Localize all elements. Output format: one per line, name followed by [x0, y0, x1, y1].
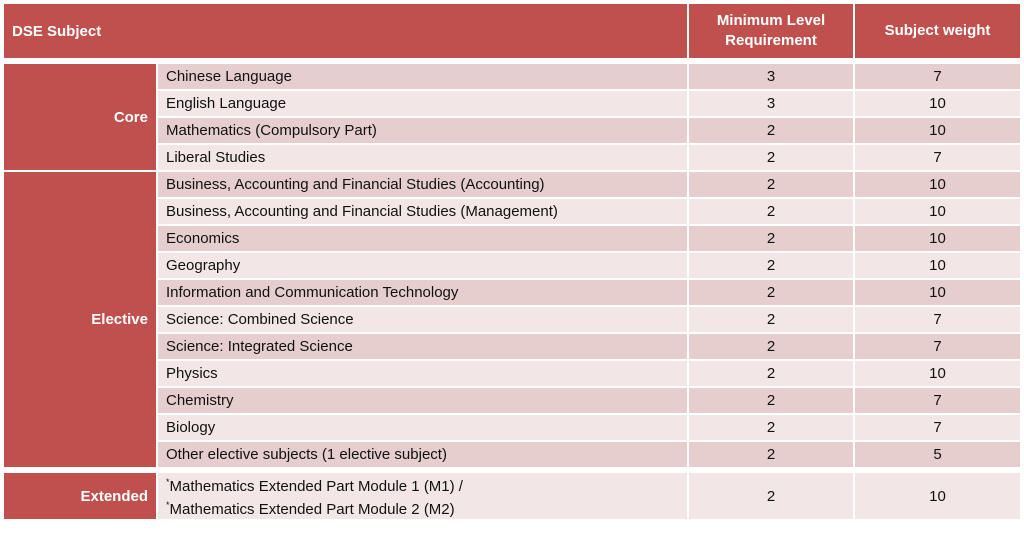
level-cell: 2 [688, 117, 854, 144]
subject-cell: Chinese Language [157, 63, 688, 90]
subject-cell-extended [157, 472, 688, 520]
weight-cell: 7 [854, 144, 1021, 171]
weight-cell: 5 [854, 441, 1021, 468]
subject-cell: Chemistry [157, 387, 688, 414]
level-cell: 2 [688, 306, 854, 333]
weight-cell: 7 [854, 306, 1021, 333]
weight-cell: 10 [854, 360, 1021, 387]
level-cell: 3 [688, 63, 854, 90]
footnote-mark: * [166, 500, 170, 510]
level-cell: 2 [688, 333, 854, 360]
level-cell: 2 [688, 144, 854, 171]
header-min-level: Minimum Level Requirement [688, 3, 854, 59]
category-elective: Elective [3, 171, 157, 468]
header-dse-subject: DSE Subject [3, 3, 688, 59]
level-cell: 3 [688, 90, 854, 117]
table-header-row [3, 3, 1021, 59]
level-cell: 2 [688, 360, 854, 387]
table-row [3, 63, 1021, 90]
weight-cell: 10 [854, 279, 1021, 306]
subject-cell: Other elective subjects (1 elective subject) [157, 441, 688, 468]
extended-line-1: *Mathematics Extended Part Module 1 (M1) / [166, 477, 463, 495]
level-cell: 2 [688, 198, 854, 225]
weight-cell: 7 [854, 387, 1021, 414]
weight-cell: 7 [854, 414, 1021, 441]
subject-cell: Biology [157, 414, 688, 441]
subject-cell: Science: Integrated Science [157, 333, 688, 360]
weight-cell: 7 [854, 63, 1021, 90]
subject-cell: Science: Combined Science [157, 306, 688, 333]
weight-cell: 10 [854, 225, 1021, 252]
level-cell: 2 [688, 472, 854, 520]
header-subject-weight: Subject weight [854, 3, 1021, 59]
subject-cell: English Language [157, 90, 688, 117]
subject-cell: Liberal Studies [157, 144, 688, 171]
extended-line-2: *Mathematics Extended Part Module 2 (M2) [166, 500, 455, 518]
level-cell: 2 [688, 387, 854, 414]
subject-cell: Economics [157, 225, 688, 252]
category-extended: Extended [3, 472, 157, 520]
level-cell: 2 [688, 441, 854, 468]
weight-cell: 10 [854, 171, 1021, 198]
subject-cell: Information and Communication Technology [157, 279, 688, 306]
level-cell: 2 [688, 279, 854, 306]
subject-cell: Business, Accounting and Financial Studies (Accounting) [157, 171, 688, 198]
weight-cell: 10 [854, 198, 1021, 225]
level-cell: 2 [688, 252, 854, 279]
level-cell: 2 [688, 171, 854, 198]
weight-cell: 10 [854, 472, 1021, 520]
level-cell: 2 [688, 414, 854, 441]
category-core: Core [3, 63, 157, 171]
footnote-mark: * [166, 477, 170, 487]
table-row [3, 472, 1021, 520]
subject-cell: Mathematics (Compulsory Part) [157, 117, 688, 144]
weight-cell: 10 [854, 117, 1021, 144]
weight-cell: 10 [854, 90, 1021, 117]
table-row [3, 171, 1021, 198]
weight-cell: 7 [854, 333, 1021, 360]
level-cell: 2 [688, 225, 854, 252]
weight-cell: 10 [854, 252, 1021, 279]
subject-cell: Physics [157, 360, 688, 387]
subject-cell: Business, Accounting and Financial Studies (Management) [157, 198, 688, 225]
dse-requirements-table [2, 2, 1022, 521]
subject-cell: Geography [157, 252, 688, 279]
